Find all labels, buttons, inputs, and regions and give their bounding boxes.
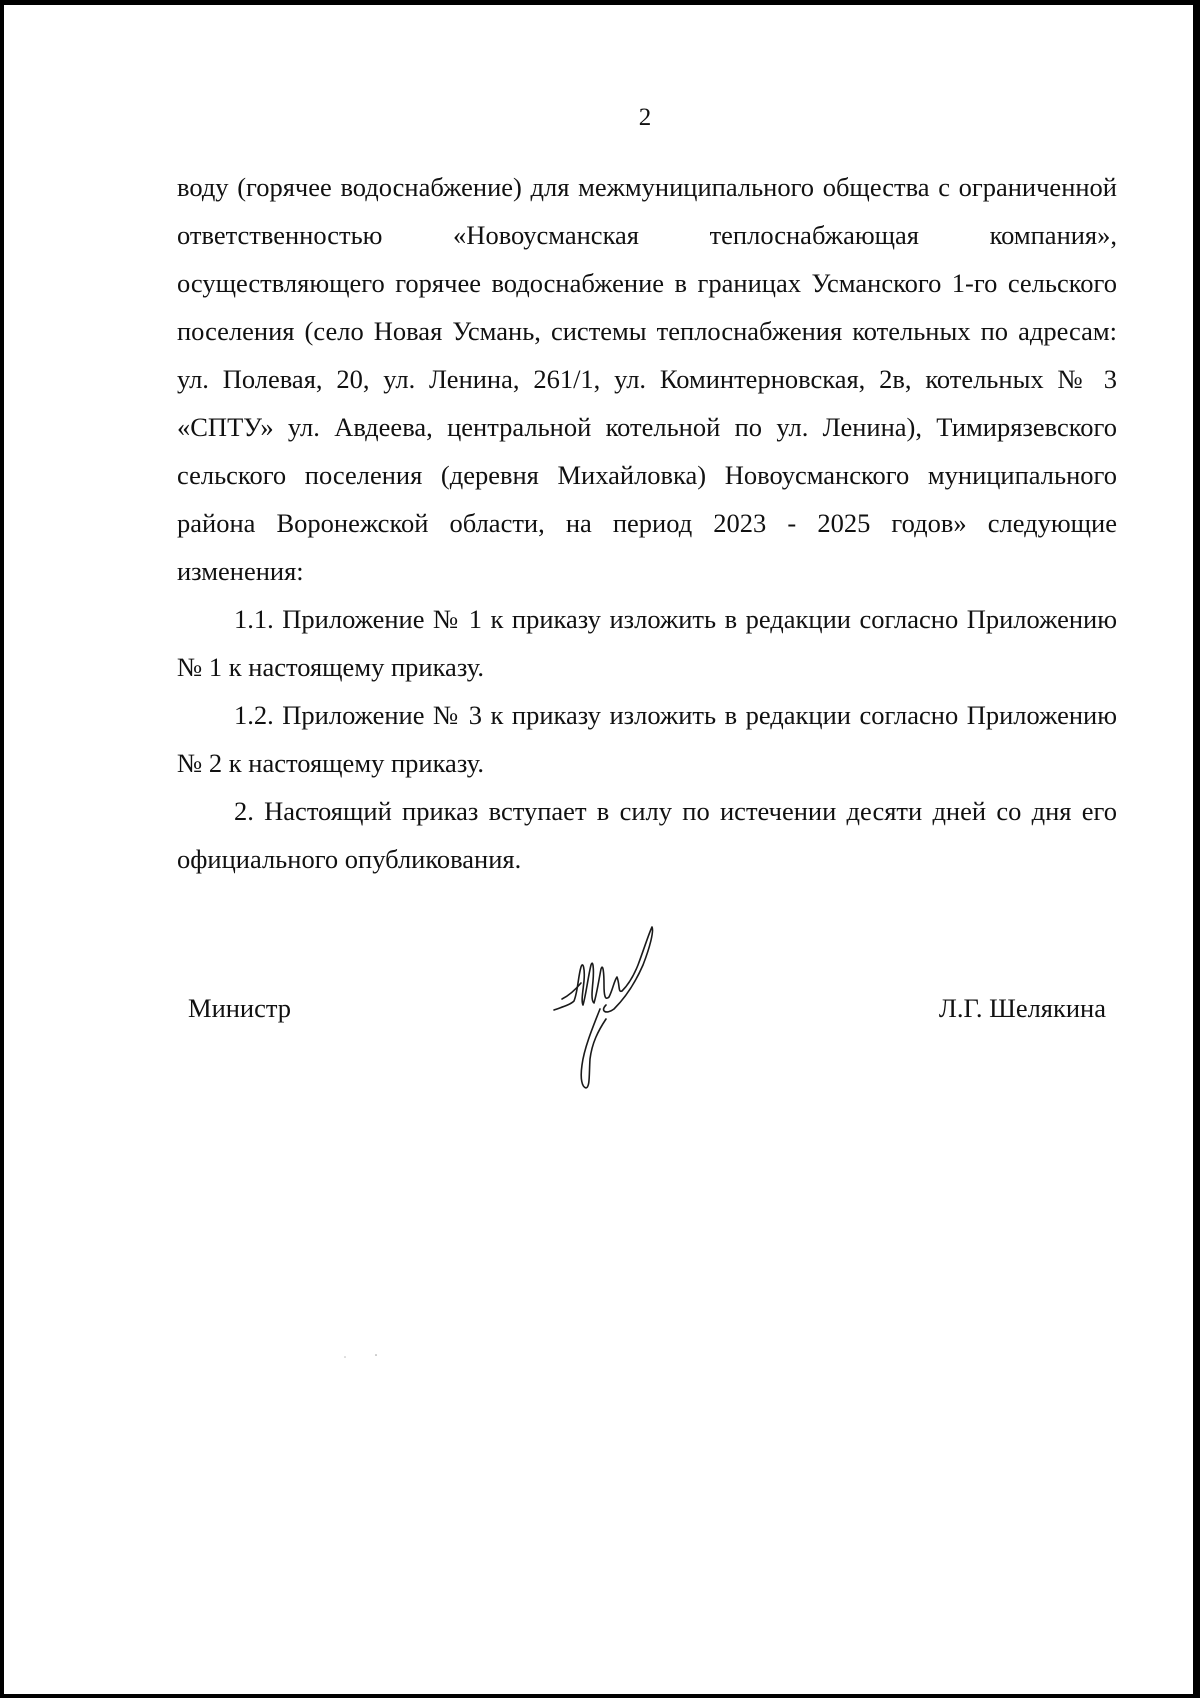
handwritten-signature (548, 925, 688, 1115)
document-body (177, 163, 1117, 883)
page-number: 2 (638, 104, 652, 131)
paragraph-item-2: 2. Настоящий приказ вступает в силу по истечении десяти дней со дня его официального опубликования. (177, 796, 1117, 874)
signer-position: Министр (188, 993, 292, 1023)
paragraph-item-1-2: 1.2. Приложение № 3 к приказу изложить в редакции согласно Приложению № 2 к настоящему приказу. (177, 700, 1117, 778)
paragraph-item-1-1: 1.1. Приложение № 1 к приказу изложить в редакции согласно Приложению № 1 к настоящему приказу. (177, 604, 1117, 682)
signer-name: Л.Г. Шелякина (938, 993, 1106, 1023)
scan-speck (340, 1352, 400, 1360)
paragraph-continuation: воду (горячее водоснабжение) для межмуниципального общества с ограниченной ответственностью «Новоусманская теплоснабжающая компания», осуществляющего горячее водоснабжение в границах Усманского 1-го сельского поселения (село Новая Усмань, системы теплоснабжения котельных по адресам: ул. Полевая, 20, ул. Ленина, 261/1, ул. Коминтерновская, 2в, котельных № 3 «СПТУ» ул. Авдеева, центральной котельной по ул. Ленина), Тимирязевского сельского поселения (деревня Михайловка) Новоусманского муниципального района Воронежской области, на период 2023 - 2025 годов» следующие изменения: (177, 172, 1117, 586)
